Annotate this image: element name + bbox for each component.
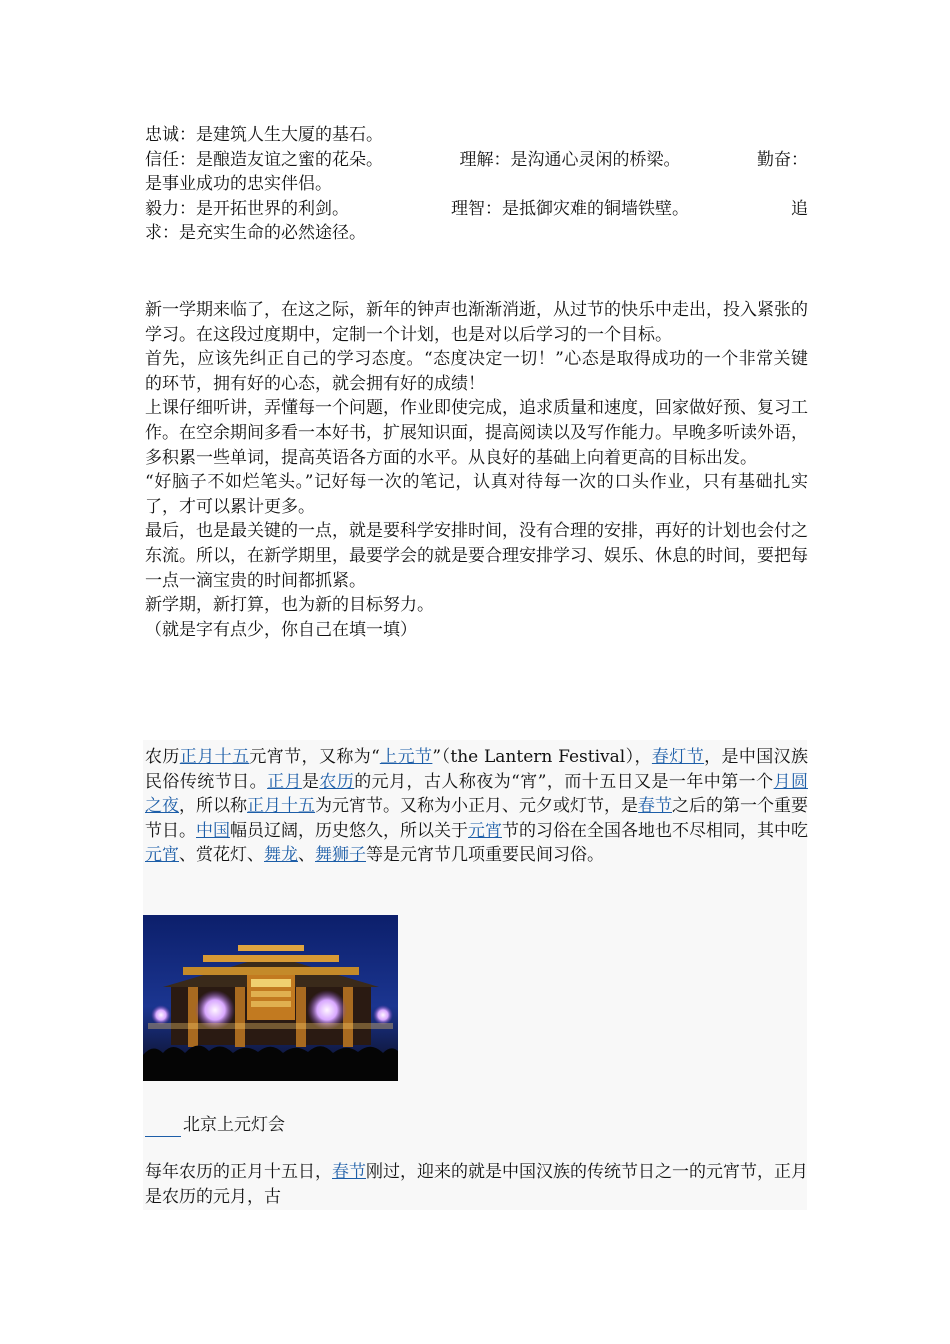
essay-paragraph: 新学期，新打算，也为新的目标努力。 (145, 595, 434, 616)
essay-paragraph: （就是字有点少，你自己在填一填） (145, 619, 417, 640)
lantern-festival-photo (143, 915, 398, 1081)
quote-trust: 信任：是酿造友谊之蜜的花朵。 (145, 149, 383, 170)
quote-pursuit-start: 追 (791, 198, 808, 219)
link-chunjie[interactable]: 春节 (638, 796, 672, 817)
lantern-paragraph-2: 每年农历的正月十五日，春节刚过，迎来的就是中国汉族的传统节日之一的元宵节，正月是农历的元月，古 (145, 1162, 808, 1207)
quote-reason: 理智：是抵御灾难的铜墙铁壁。 (451, 198, 689, 219)
link-shangyuanjie[interactable]: 上元节 (379, 747, 433, 767)
photo-caption (145, 1113, 285, 1137)
link-zhengyue-shiwu[interactable]: 正月十五 (179, 747, 250, 767)
essay-paragraph: 上课仔细听讲，弄懂每一个问题，作业即使完成，追求质量和速度，回家做好预、复习工作。在空余期间多看一本好书，扩展知识面，提高阅读以及写作能力。早晚多听读外语，多积累一些单词，提高英语各方面的水平。从良好的基础上向着更高的目标出发。 (145, 398, 808, 468)
caption-text: 北京上元灯会 (183, 1115, 285, 1135)
link-yuanxiao-2[interactable]: 元宵 (145, 845, 179, 866)
link-zhengyue[interactable]: 正月 (267, 771, 302, 792)
caption-link-underline[interactable] (145, 1118, 181, 1137)
link-yueyuan-zhiye[interactable]: 月圆之夜 (145, 771, 808, 817)
quote-line: 是事业成功的忠实伴侣。 (145, 174, 332, 195)
link-nongli[interactable]: 农历 (319, 771, 355, 792)
essay-paragraph: “好脑子不如烂笔头。”记好每一次的笔记，认真对待每一次的口头作业，只有基础扎实了，才可以累计更多。 (145, 472, 808, 517)
essay-block (145, 298, 808, 642)
quote-line: 求：是充实生命的必然途径。 (145, 223, 366, 244)
essay-paragraph: 首先，应该先纠正自己的学习态度。“态度决定一切！”心态是取得成功的一个非常关键的环节，拥有好的心态，就会拥有好的成绩！ (145, 349, 808, 394)
link-zhongguo[interactable]: 中国 (196, 820, 230, 841)
link-yuanxiao[interactable]: 元宵 (468, 820, 502, 841)
essay-paragraph: 新一学期来临了，在这之际，新年的钟声也渐渐消逝，从过节的快乐中走出，投入紧张的学习。在这段过度期中，定制一个计划，也是对以后学习的一个目标。 (145, 300, 808, 345)
quote-line: 忠诚：是建筑人生大厦的基石。 (145, 125, 383, 145)
quote-diligence-start: 勤奋： (757, 149, 808, 170)
lantern-article (145, 745, 808, 868)
quote-understanding: 理解：是沟通心灵闲的桥梁。 (459, 149, 681, 170)
link-wulong[interactable]: 舞龙 (264, 845, 298, 866)
quote-perseverance: 毅力：是开拓世界的利剑。 (145, 198, 349, 219)
essay-paragraph: 最后，也是最关键的一点，就是要科学安排时间，没有合理的安排，再好的计划也会付之东流。所以，在新学期里，最要学会的就是要合理安排学习、娱乐、休息的时间，要把每一点一滴宝贵的时间都抓紧。 (145, 521, 808, 591)
link-chunjie-2[interactable]: 春节 (332, 1162, 366, 1182)
quotes-block (145, 123, 808, 246)
link-chundengjie[interactable]: 春灯节 (651, 747, 705, 767)
link-zhengyue-shiwu-2[interactable]: 正月十五 (247, 796, 315, 817)
link-wushizi[interactable]: 舞狮子 (315, 845, 366, 866)
quote-line (145, 197, 808, 222)
quote-line (145, 148, 808, 173)
last-paragraph-block (145, 1160, 808, 1209)
lantern-paragraph: 农历正月十五元宵节，又称为“上元节”（the Lantern Festival），春灯节，是中国汉族民俗传统节日。正月是农历的元月，古人称夜为“宵”，而十五日又是一年中第一个月圆之夜，所以称正月十五为元宵节。又称为小正月、元夕或灯节，是春节之后的第一个重要节日。中国幅员辽阔，历史悠久，所以关于元宵节的习俗在全国各地也不尽相同，其中吃元宵、赏花灯、舞龙、舞狮子等是元宵节几项重要民间习俗。 (145, 747, 809, 866)
